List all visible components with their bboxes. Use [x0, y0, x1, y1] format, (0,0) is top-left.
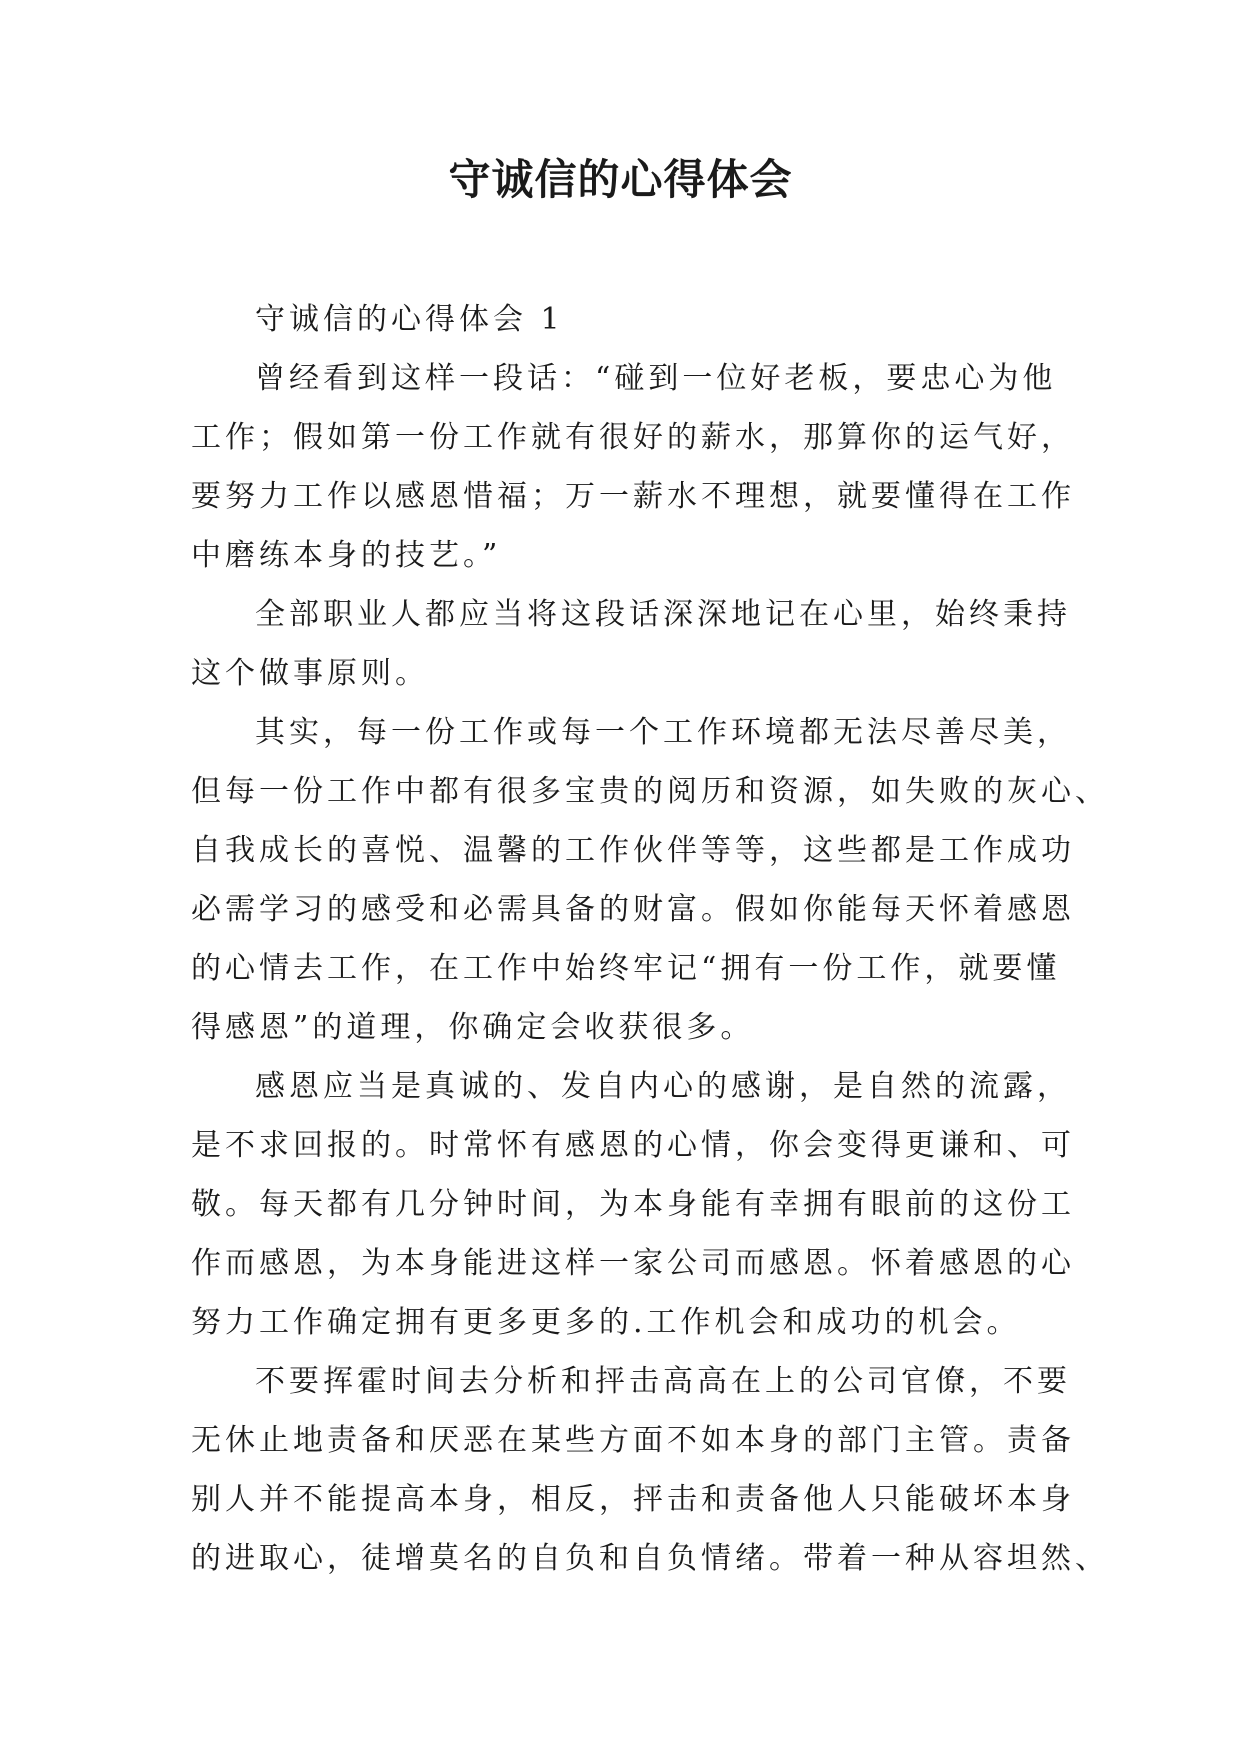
paragraph-line: 感恩应当是真诚的、发自内心的感谢，是自然的流露， [255, 1069, 1071, 1104]
paragraph-line: 这个做事原则。 [191, 656, 429, 691]
paragraph-3 [191, 703, 1109, 1057]
paragraph-line: 曾经看到这样一段话：“碰到一位好老板，要忠心为他 [255, 361, 1057, 396]
document-title: 守诚信的心得体会 [448, 155, 793, 204]
document-body [191, 290, 1109, 1588]
paragraph-line: 努力工作确定拥有更多更多的.工作机会和成功的机会。 [191, 1305, 1021, 1340]
paragraph-line: 不要挥霍时间去分析和抨击高高在上的公司官僚，不要 [255, 1364, 1071, 1399]
paragraph-line: 的进取心，徒增莫名的自负和自负情绪。带着一种从容坦然、 [191, 1541, 1109, 1576]
paragraph-line: 其实，每一份工作或每一个工作环境都无法尽善尽美， [255, 715, 1071, 750]
paragraph-line: 中磨练本身的技艺。” [191, 538, 502, 573]
paragraph-2 [191, 585, 1071, 703]
paragraph-line: 必需学习的感受和必需具备的财富。假如你能每天怀着感恩 [191, 892, 1075, 927]
paragraph-line: 得感恩”的道理，你确定会收获很多。 [191, 1010, 755, 1045]
paragraph-line: 工作；假如第一份工作就有很好的薪水，那算你的运气好， [191, 420, 1075, 455]
section-heading [191, 290, 1067, 349]
paragraph-4 [191, 1057, 1075, 1352]
paragraph-1 [191, 349, 1075, 585]
paragraph-line: 全部职业人都应当将这段话深深地记在心里，始终秉持 [255, 597, 1071, 632]
section-heading-text: 守诚信的心得体会 1 [255, 302, 564, 337]
paragraph-line: 是不求回报的。时常怀有感恩的心情，你会变得更谦和、可 [191, 1128, 1075, 1163]
paragraph-line: 敬。每天都有几分钟时间，为本身能有幸拥有眼前的这份工 [191, 1187, 1075, 1222]
paragraph-line: 作而感恩，为本身能进这样一家公司而感恩。怀着感恩的心 [191, 1246, 1075, 1281]
paragraph-line: 但每一份工作中都有很多宝贵的阅历和资源，如失败的灰心、 [191, 774, 1109, 809]
paragraph-line: 的心情去工作，在工作中始终牢记“拥有一份工作，就要懂 [191, 951, 1061, 986]
paragraph-line: 无休止地责备和厌恶在某些方面不如本身的部门主管。责备 [191, 1423, 1075, 1458]
paragraph-line: 别人并不能提高本身，相反，抨击和责备他人只能破坏本身 [191, 1482, 1075, 1517]
paragraph-5 [191, 1352, 1109, 1588]
paragraph-line: 要努力工作以感恩惜福；万一薪水不理想，就要懂得在工作 [191, 479, 1075, 514]
paragraph-line: 自我成长的喜悦、温馨的工作伙伴等等，这些都是工作成功 [191, 833, 1075, 868]
